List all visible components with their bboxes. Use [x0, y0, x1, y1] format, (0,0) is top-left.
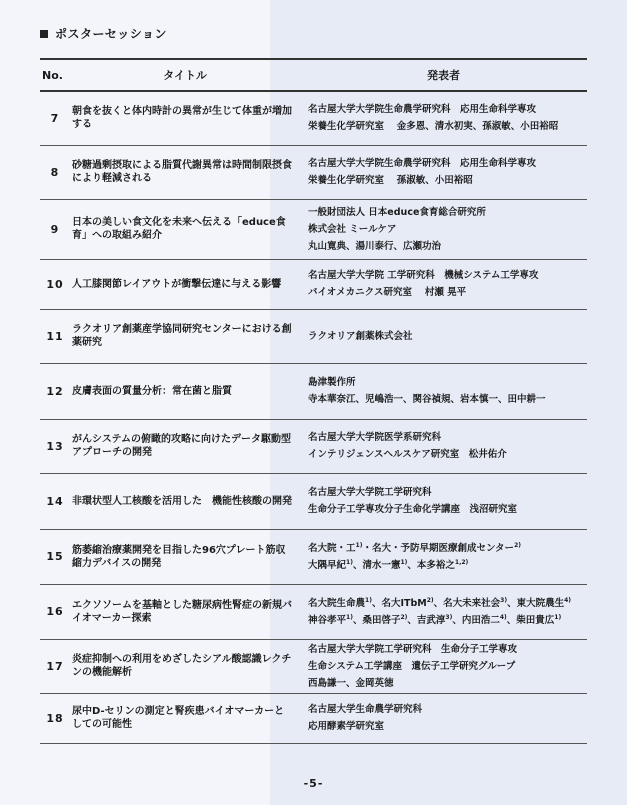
row-presenters	[300, 419, 587, 473]
row-title: 砂糖過剰摂取による脂質代謝異常は時間制限摂食により軽減される	[72, 160, 292, 184]
presenter-line: 栄養生化学研究室 孫淑敏、小田裕昭	[308, 175, 473, 186]
row-number: 7	[50, 111, 60, 125]
presenter-text: 、内田浩二	[452, 614, 500, 626]
square-bullet-icon	[40, 30, 48, 38]
row-number: 16	[46, 605, 64, 618]
row-number: 13	[46, 439, 64, 453]
poster-session-table	[40, 58, 587, 744]
affiliation-marker: 2)	[400, 613, 408, 621]
row-number: 8	[50, 165, 60, 179]
page-number: -5-	[303, 777, 324, 790]
presenter-line: 西島謙一、金岡英徳	[308, 677, 394, 689]
names-line	[308, 612, 587, 629]
row-title: 非環状型人工核酸を活用した 機能性核酸の開発	[72, 495, 292, 507]
names-line	[308, 557, 587, 574]
row-presenters	[300, 693, 587, 743]
presenter-line: 丸山寛典、湯川泰行、広瀬功治	[308, 240, 442, 252]
presenter-line: 名古屋大学大学院 工学研究科 機械システム工学専攻	[308, 270, 539, 281]
presenter-line: 応用酵素学研究室	[308, 721, 385, 732]
affiliation-marker: 1)	[365, 596, 372, 604]
table-row	[40, 309, 587, 363]
presenter-text: 、本多裕之	[407, 559, 455, 571]
table-row	[40, 199, 587, 259]
table-row	[40, 693, 587, 743]
row-presenters	[300, 473, 587, 529]
affiliation-marker: 2)	[514, 541, 521, 549]
section-heading	[40, 25, 167, 42]
header-title: タイトル	[70, 59, 300, 91]
table-row	[40, 91, 587, 145]
table-row	[40, 363, 587, 419]
row-title: 朝食を抜くと体内時計の異常が生じて体重が増加する	[72, 106, 292, 131]
presenter-text: 、清水一憲	[352, 559, 401, 571]
row-presenters	[300, 639, 587, 693]
presenter-text: 、東大院農生	[507, 597, 565, 609]
presenter-line: 名古屋大学大学院生命農学研究科 応用生命科学専攻	[308, 104, 537, 116]
affiliation-marker: 3)	[445, 613, 453, 621]
table-body	[40, 91, 587, 743]
row-title: 炎症抑制への利用をめざしたシアル酸認識レクチンの機能解析	[72, 654, 292, 678]
row-number: 14	[46, 494, 64, 508]
row-number: 9	[50, 222, 60, 236]
presenter-line: インテリジェンスヘルスケア研究室 松井佑介	[308, 449, 507, 460]
presenter-text: ・名大・予防早期医療創成センター	[362, 542, 515, 554]
presenter-line: 名古屋大学大学院工学研究科	[308, 487, 432, 498]
affiliation-marker: 1)	[346, 613, 353, 621]
presenter-text: 、柴田貴広	[506, 614, 555, 626]
table-row	[40, 419, 587, 473]
table-row	[40, 473, 587, 529]
presenter-text: 、名大未来社会	[433, 597, 501, 609]
presenter-line: バイオメカニクス研究室 村瀬 晃平	[308, 287, 467, 298]
presenter-line: 生命分子工学専攻分子生命化学講座 浅沼研究室	[308, 504, 518, 515]
row-title: 皮膚表面の質量分析：常在菌と脂質	[72, 385, 232, 397]
row-presenters	[300, 91, 587, 145]
table-row	[40, 639, 587, 693]
affiliation-marker: 4)	[564, 596, 572, 604]
affiliation-marker: 1)	[346, 558, 353, 566]
row-presenters	[300, 529, 587, 584]
affiliation-line	[308, 595, 587, 612]
affiliation-marker: 1)	[400, 558, 408, 566]
row-presenters	[300, 309, 587, 363]
presenter-line: 栄養生化学研究室 金多恩、清水初実、孫淑敏、小田裕昭	[308, 121, 559, 133]
row-title: がんシステムの俯瞰的攻略に向けたデータ駆動型アプローチの開発	[72, 434, 291, 458]
row-number: 17	[46, 659, 64, 673]
table-row	[40, 529, 587, 584]
presenter-text: 、桑田啓子	[352, 614, 401, 626]
presenter-line: 名古屋大学大学院医学系研究科	[308, 432, 442, 443]
presenter-line: 生命システム工学講座 遺伝子工学研究グループ	[308, 660, 516, 672]
table-row	[40, 259, 587, 309]
row-title: エクソソームを基軸とした糖尿病性腎症の新規バイオマーカー探索	[72, 599, 292, 624]
table-header-row	[40, 59, 587, 91]
presenter-line: 島津製作所	[308, 377, 356, 388]
row-number: 11	[46, 329, 64, 343]
row-presenters	[300, 363, 587, 419]
presenter-line: 株式会社 ミールケア	[308, 223, 397, 235]
presenter-text: 、名大ITbM	[371, 597, 427, 609]
row-presenters	[300, 199, 587, 259]
presenter-text: 名大院生命農	[308, 597, 366, 609]
presenter-text: 、吉武淳	[407, 614, 446, 626]
affiliation-marker: 4)	[499, 613, 507, 621]
presenter-line: 名古屋大学大学院生命農学研究科 応用生命科学専攻	[308, 158, 537, 169]
row-number: 18	[46, 711, 64, 725]
row-number: 15	[46, 550, 64, 563]
row-number: 10	[46, 277, 64, 291]
header-no: No.	[40, 59, 70, 91]
affiliation-line	[308, 540, 587, 557]
row-number: 12	[46, 384, 64, 398]
presenter-line: 名古屋大学大学院工学研究科 生命分子工学専攻	[308, 643, 518, 655]
presenter-text: 神谷孝平	[308, 614, 347, 626]
affiliation-marker: 1,2)	[454, 558, 469, 566]
affiliation-marker: 1)	[355, 541, 363, 549]
presenter-line: 名古屋大学生命農学研究科	[308, 704, 423, 715]
presenter-line: ラクオリア創薬株式会社	[308, 330, 413, 342]
table-row	[40, 145, 587, 199]
row-title: 人工膝関節レイアウトが衝撃伝達に与える影響	[72, 278, 282, 290]
table-row	[40, 584, 587, 639]
row-title: 筋萎縮治療薬開発を目指した96穴プレート筋収縮力デバイスの開発	[72, 544, 286, 569]
header-presenter: 発表者	[300, 59, 587, 91]
affiliation-marker: 2)	[426, 596, 434, 604]
affiliation-marker: 3)	[500, 596, 508, 604]
presenter-text: 名大院・工	[308, 542, 356, 554]
row-title: 日本の美しい食文化を未来へ伝える「educe食育」への取組み紹介	[72, 217, 286, 241]
row-title: ラクオリア創薬産学協同研究センターにおける創薬研究	[72, 324, 292, 348]
section-title: ポスターセッション	[55, 27, 168, 41]
presenter-text: 大隅早紀	[308, 559, 347, 571]
row-presenters	[300, 259, 587, 309]
affiliation-marker: 1)	[554, 613, 562, 621]
row-presenters	[300, 145, 587, 199]
presenter-line: 寺本華奈江、児嶋浩一、関谷禎規、岩本慎一、田中耕一	[308, 394, 546, 405]
row-title: 尿中D-セリンの測定と腎疾患バイオマーカーとしての可能性	[72, 706, 285, 730]
row-presenters	[300, 584, 587, 639]
presenter-line: 一般財団法人 日本educe食育総合研究所	[308, 206, 486, 218]
